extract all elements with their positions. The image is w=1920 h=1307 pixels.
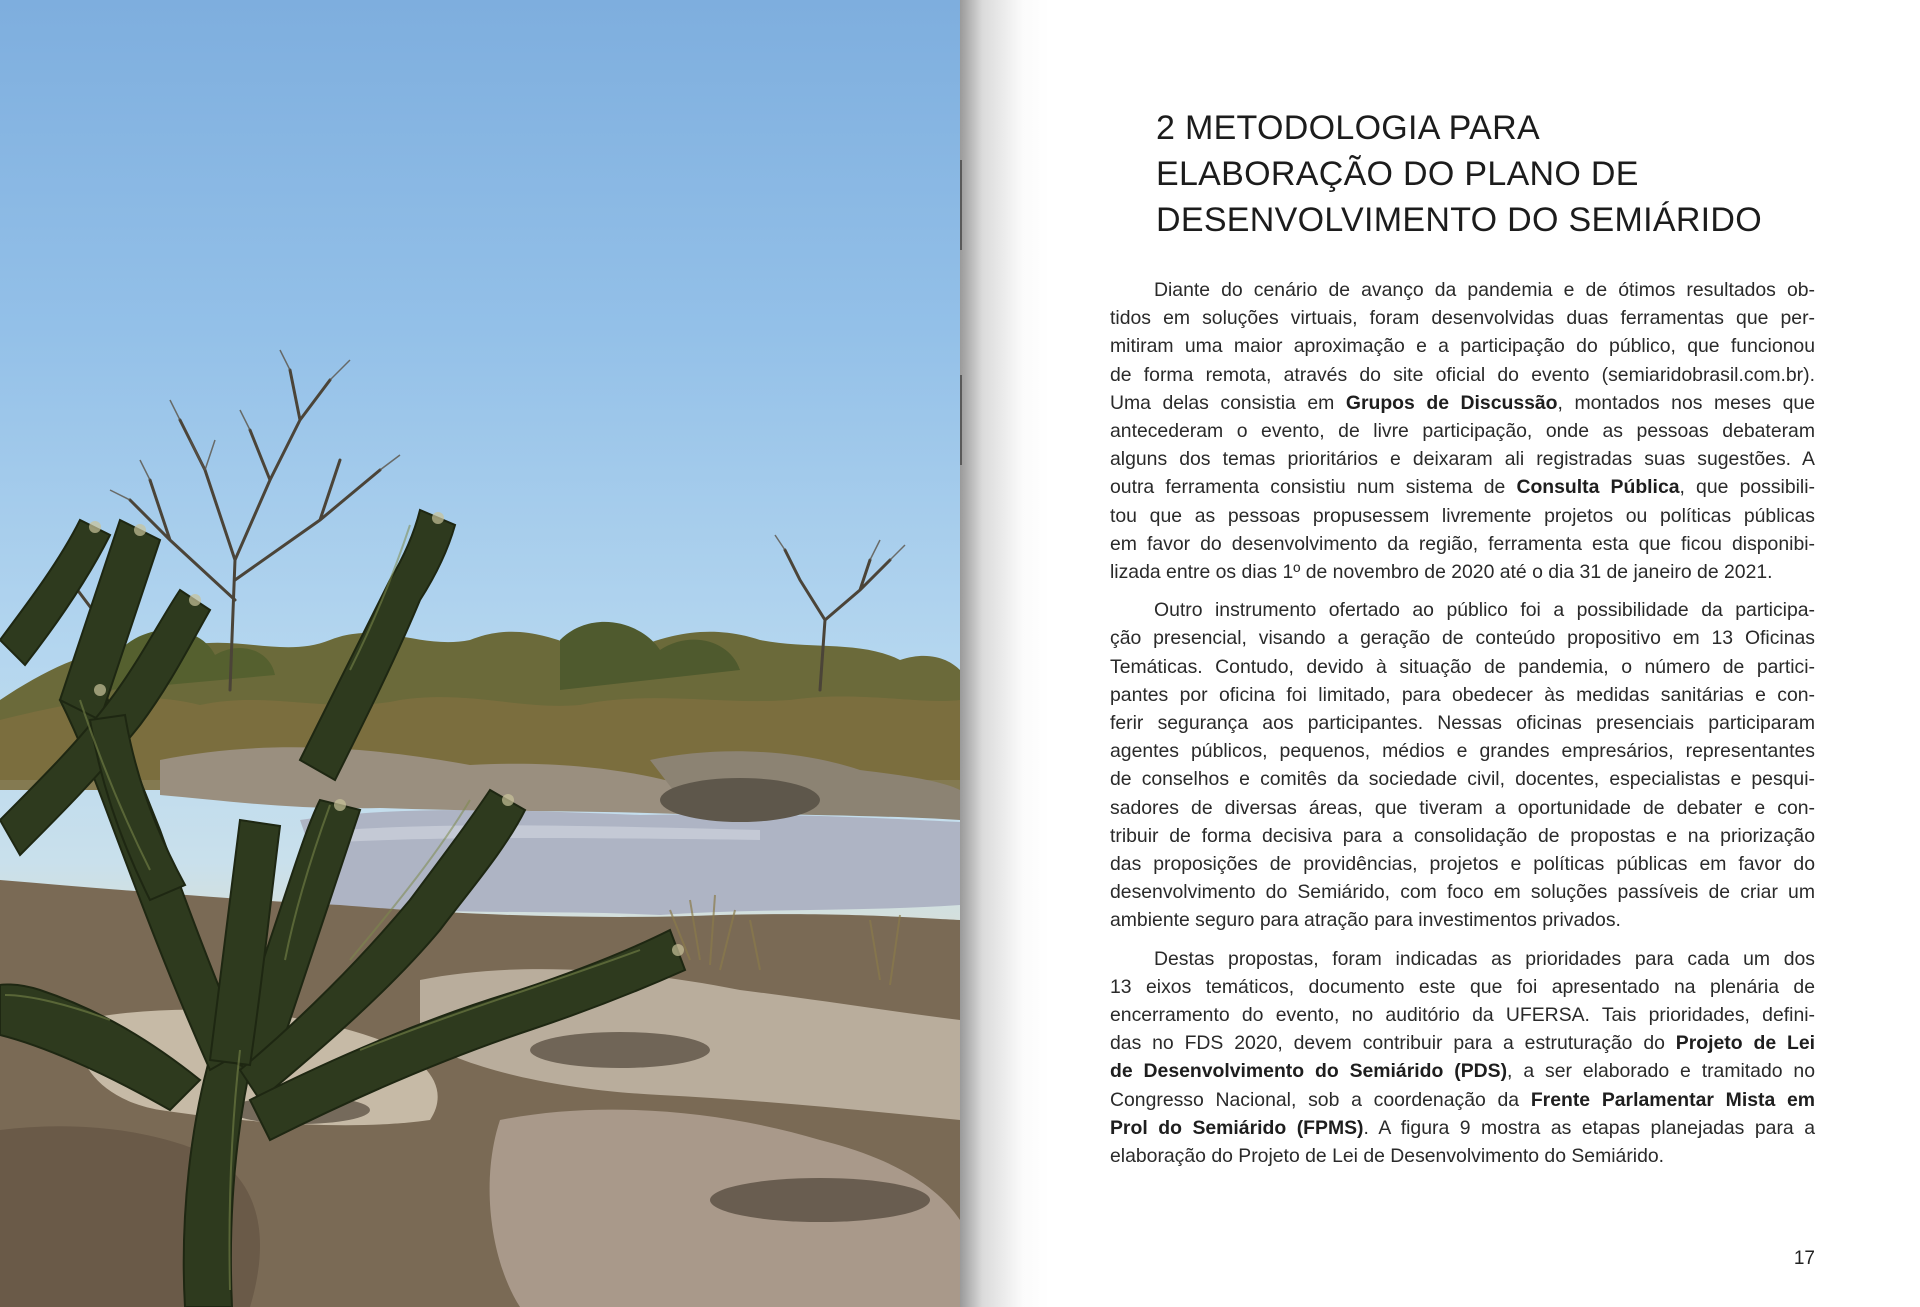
text-run: Outro instrumento ofertado ao público foi a possibilidade da participa- [1154,599,1815,622]
text-line [1110,765,1815,793]
text-line [1110,878,1815,906]
text-run: tribuir de forma decisiva para a consolidação de propostas e na priorização [1110,824,1815,847]
bold-term: Consulta Pública [1516,476,1680,499]
text-run: Congresso Nacional, sob a coordenação da [1110,1088,1531,1111]
bold-term: Grupos de Discussão [1345,391,1558,414]
text-line [1110,794,1815,822]
chapter-title-line: 2 METODOLOGIA PARA [1156,109,1540,147]
text-run: ção presencial, visando a geração de conteúdo propositivo em 13 Oficinas [1110,627,1815,650]
text-run: encerramento do evento, no auditório da UFERSA. Tais prioridades, defini- [1110,1004,1815,1027]
text-line [1110,596,1815,624]
text-run: alguns dos temas prioritários e deixaram ali registradas suas sugestões. A [1110,448,1815,471]
text-line [1110,304,1815,332]
text-line [1110,709,1815,737]
text-run: das no FDS 2020, devem contribuir para a estruturação do [1110,1032,1676,1055]
page-number: 17 [1793,1248,1815,1269]
text-run: outra ferramenta consistiu num sistema de [1110,476,1517,499]
text-run: ambiente seguro para atração para investimentos privados. [1110,909,1621,932]
text-line [1110,276,1815,304]
text-line [1110,1029,1815,1057]
text-line [1110,361,1815,389]
text-line [1110,389,1815,417]
text-run: de forma remota, através do site oficial do evento (semiaridobrasil.com.br). [1110,363,1815,386]
paragraph [1110,945,1815,1171]
bold-term: Frente Parlamentar Mista em [1530,1088,1816,1111]
text-run: . A figura 9 mostra as etapas planejadas para a [1363,1116,1815,1139]
text-line [1110,624,1815,652]
bold-term: Prol do Semiárido (FPMS) [1110,1116,1364,1139]
text-run: sadores de diversas áreas, que tiveram a oportunidade de debater e con- [1110,796,1815,819]
text-run: Destas propostas, foram indicadas as prioridades para cada um dos [1154,947,1815,970]
text-line [1110,1001,1815,1029]
text-run: lizada entre os dias 1º de novembro de 2020 até o dia 31 de janeiro de 2021. [1110,561,1773,584]
text-run: pantes por oficina foi limitado, para obedecer às medidas sanitárias e con- [1110,683,1815,706]
text-run: Uma delas consistia em [1110,391,1346,414]
bold-term: de Desenvolvimento do Semiárido (PDS) [1110,1060,1508,1083]
text-run: de conselhos e comitês da sociedade civil, docentes, especialistas e pesqui- [1110,768,1815,791]
text-run: tou que as pessoas propusessem livremente projetos ou políticas públicas [1110,504,1815,527]
chapter-title [1156,105,1856,243]
text-line [1110,945,1815,973]
text-run: Diante do cenário de avanço da pandemia e de ótimos resultados ob- [1154,279,1815,301]
text-line [1110,530,1815,558]
chapter-title-line: ELABORAÇÃO DO PLANO DE [1156,155,1639,193]
paragraph [1110,596,1815,934]
text-line [1110,653,1815,681]
chapter-title-line: DESENVOLVIMENTO DO SEMIÁRIDO [1156,201,1763,239]
bold-term: Projeto de Lei [1675,1032,1815,1055]
text-run: mitiram uma maior aproximação e a participação do público, que funcionou [1110,335,1815,358]
text-run: tidos em soluções virtuais, foram desenvolvidas duas ferramentas que per- [1110,307,1815,330]
text-line [1110,906,1815,934]
text-line [1110,850,1815,878]
text-run: das proposições de providências, projetos e políticas públicas em favor do [1110,853,1815,876]
text-line [1110,1114,1815,1142]
text-page [960,0,1920,1307]
text-line [1110,558,1815,586]
text-line [1110,1142,1815,1170]
text-line [1110,417,1815,445]
text-run: 13 eixos temáticos, documento este que foi apresentado na plenária de [1110,975,1815,998]
text-line [1110,1057,1815,1085]
text-run: agentes públicos, pequenos, médios e grandes empresários, representantes [1110,740,1815,763]
text-run: , a ser elaborado e tramitado no [1507,1060,1815,1083]
text-line [1110,445,1815,473]
text-run: ferir segurança aos participantes. Nessas oficinas presenciais participaram [1110,712,1815,735]
text-run: desenvolvimento do Semiárido, com foco em soluções passíveis de criar um [1110,881,1815,904]
body-text [1110,276,1815,1180]
text-run: elaboração do Projeto de Lei de Desenvolvimento do Semiárido. [1110,1145,1665,1168]
paragraph [1110,276,1815,586]
text-run: , montados nos meses que [1557,391,1815,414]
text-run: em favor do desenvolvimento da região, ferramenta esta que ficou disponibi- [1110,532,1815,555]
text-line [1110,1086,1815,1114]
text-run: antecederam o evento, de livre participação, onde as pessoas debateram [1110,420,1815,443]
text-line [1110,473,1815,501]
text-run: Temáticas. Contudo, devido à situação de pandemia, o número de partici- [1110,655,1815,678]
text-line [1110,822,1815,850]
text-line [1110,332,1815,360]
text-line [1110,681,1815,709]
text-line [1110,737,1815,765]
text-run: , que possibili- [1679,476,1815,499]
text-line [1110,502,1815,530]
text-line [1110,973,1815,1001]
